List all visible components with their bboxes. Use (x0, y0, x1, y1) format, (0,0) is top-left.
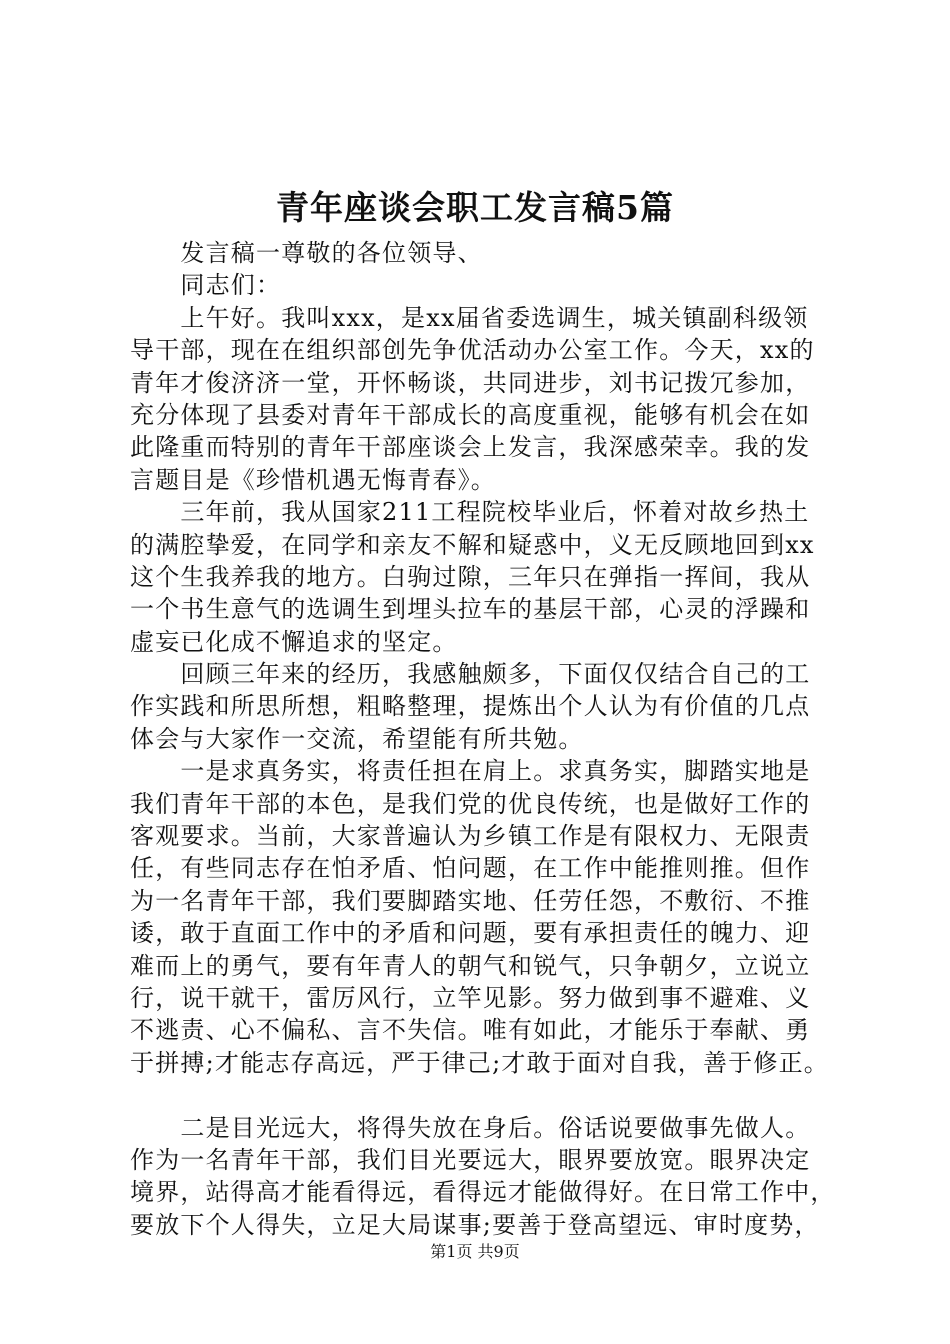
paragraph-line: 行，说干就干，雷厉风行，立竿见影。努力做到事不避难、义 (130, 983, 811, 1012)
paragraph-line: 三年前，我从国家211工程院校毕业后，怀着对故乡热土 (130, 498, 810, 527)
paragraph-line: 作实践和所思所想，粗略整理，提炼出个人认为有价值的几点 (130, 692, 811, 721)
page-footer: 第1页 共9页 (430, 1242, 520, 1261)
paragraph-line: 二是目光远大，将得失放在身后。俗话说要做事先做人。 (130, 1113, 811, 1142)
paragraph-line: 客观要求。当前，大家普遍认为乡镇工作是有限权力、无限责 (130, 822, 811, 851)
paragraph-line: 青年才俊济济一堂，开怀畅谈，共同进步，刘书记拨冗参加， (130, 368, 811, 397)
paragraph-line: 此隆重而特别的青年干部座谈会上发言，我深感荣幸。我的发 (130, 433, 811, 462)
paragraph-line: 诿，敢于直面工作中的矛盾和问题，要有承担责任的魄力、迎 (130, 919, 811, 948)
paragraph-line: 一个书生意气的选调生到埋头拉车的基层干部，心灵的浮躁和 (130, 595, 811, 624)
paragraph-line: 境界，站得高才能看得远，看得远才能做得好。在日常工作中， (130, 1178, 836, 1207)
paragraph-line: 一是求真务实，将责任担在肩上。求真务实，脚踏实地是 (130, 757, 811, 786)
paragraph-line: 回顾三年来的经历，我感触颇多，下面仅仅结合自己的工 (130, 660, 811, 689)
paragraph-line: 不逃责、心不偏私、言不失信。唯有如此，才能乐于奉献、勇 (130, 1016, 811, 1045)
paragraph-line: 为一名青年干部，我们要脚踏实地、任劳任怨，不敷衍、不推 (130, 886, 811, 915)
paragraph-line: 同志们： (130, 271, 282, 300)
paragraph-line: 这个生我养我的地方。白驹过隙，三年只在弹指一挥间，我从 (130, 562, 811, 591)
paragraph-line: 上午好。我叫xxx，是xx届省委选调生，城关镇副科级领 (130, 303, 809, 332)
paragraph-line: 体会与大家作一交流，希望能有所共勉。 (130, 724, 584, 753)
paragraph-line: 作为一名青年干部，我们目光要远大，眼界要放宽。眼界决定 (130, 1145, 811, 1174)
paragraph-line: 虚妄已化成不懈追求的坚定。 (130, 627, 458, 656)
paragraph-gap (130, 1079, 830, 1111)
paragraph-line: 充分体现了县委对青年干部成长的高度重视，能够有机会在如 (130, 400, 811, 429)
document-title: 青年座谈会职工发言稿5篇 (276, 188, 674, 227)
document-body (130, 237, 836, 1241)
paragraph-line: 难而上的勇气，要有年青人的朝气和锐气，只争朝夕，立说立 (130, 951, 811, 980)
paragraph-line: 言题目是《珍惜机遇无悔青春》。 (130, 465, 496, 494)
paragraph-line: 任，有些同志存在怕矛盾、怕问题，在工作中能推则推。但作 (130, 854, 811, 883)
paragraph-line: 导干部，现在在组织部创先争优活动办公室工作。今天，xx的 (130, 336, 815, 365)
paragraph-line: 要放下个人得失，立足大局谋事;要善于登高望远、审时度势， (130, 1210, 820, 1239)
paragraph-line: 我们青年干部的本色，是我们党的优良传统，也是做好工作的 (130, 789, 811, 818)
paragraph-line: 的满腔挚爱，在同学和亲友不解和疑惑中，义无反顾地回到xx (130, 530, 815, 559)
paragraph-line: 于拼搏;才能志存高远，严于律己;才敢于面对自我，善于修正。 (130, 1048, 829, 1077)
paragraph-line: 发言稿一尊敬的各位领导、 (130, 239, 483, 267)
